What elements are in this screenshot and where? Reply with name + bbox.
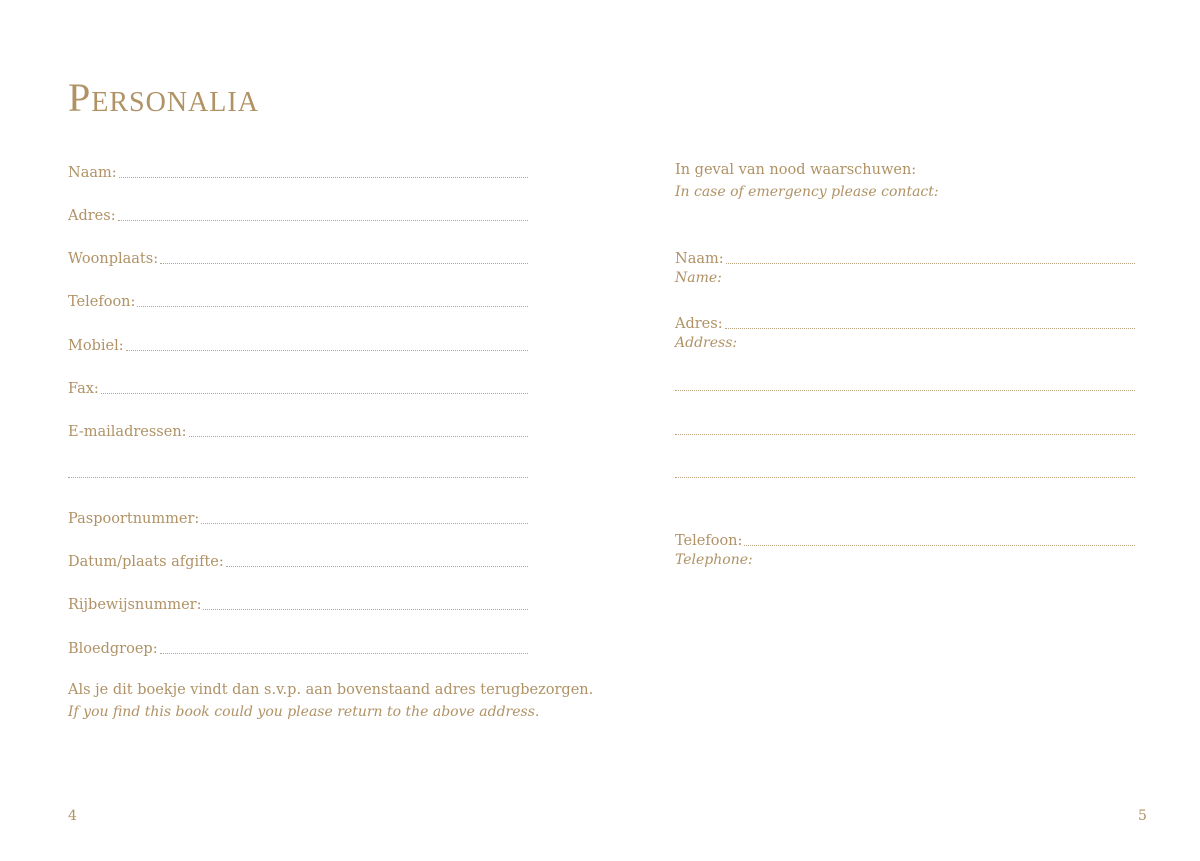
phone-label: Telefoon: bbox=[68, 294, 136, 310]
page-number-right: 5 bbox=[1138, 808, 1147, 824]
emergency-address-label: Adres: bbox=[675, 316, 723, 332]
email-label: E-mailadressen: bbox=[68, 424, 187, 440]
passport-field[interactable] bbox=[68, 506, 528, 528]
blood-type-label: Bloedgroep: bbox=[68, 641, 158, 657]
email-field[interactable] bbox=[68, 419, 528, 441]
emergency-name-field[interactable] bbox=[675, 246, 1135, 268]
address-label: Adres: bbox=[68, 208, 116, 224]
emergency-address-line[interactable] bbox=[725, 328, 1135, 329]
license-line[interactable] bbox=[203, 609, 528, 610]
page-number-left: 4 bbox=[68, 808, 77, 824]
mobile-label: Mobiel: bbox=[68, 338, 124, 354]
city-line[interactable] bbox=[160, 263, 528, 264]
fax-label: Fax: bbox=[68, 381, 99, 397]
return-note-en: If you find this book could you please return to the above address. bbox=[68, 704, 540, 720]
emergency-address-label-en: Address: bbox=[675, 335, 738, 351]
mobile-line[interactable] bbox=[126, 350, 528, 351]
mobile-field[interactable] bbox=[68, 333, 528, 355]
phone-line[interactable] bbox=[137, 306, 528, 307]
license-label: Rijbewijsnummer: bbox=[68, 597, 202, 613]
emergency-address-line-2[interactable] bbox=[675, 390, 1135, 391]
fax-field[interactable] bbox=[68, 376, 528, 398]
emergency-heading-nl: In geval van nood waarschuwen: bbox=[675, 162, 917, 178]
address-line[interactable] bbox=[118, 220, 528, 221]
emergency-phone-label: Telefoon: bbox=[675, 533, 743, 549]
blood-type-line[interactable] bbox=[160, 653, 528, 654]
city-label: Woonplaats: bbox=[68, 251, 159, 267]
emergency-address-field[interactable] bbox=[675, 311, 1135, 333]
license-field[interactable] bbox=[68, 592, 528, 614]
passport-label: Paspoortnummer: bbox=[68, 511, 200, 527]
address-field[interactable] bbox=[68, 203, 528, 225]
name-line[interactable] bbox=[119, 177, 528, 178]
city-field[interactable] bbox=[68, 246, 528, 268]
emergency-name-label: Naam: bbox=[675, 251, 724, 267]
phone-field[interactable] bbox=[68, 289, 528, 311]
return-note-nl: Als je dit boekje vindt dan s.v.p. aan bovenstaand adres terugbezorgen. bbox=[68, 682, 594, 698]
emergency-phone-line[interactable] bbox=[744, 545, 1135, 546]
emergency-phone-label-en: Telephone: bbox=[675, 552, 753, 568]
page-title: Personalia bbox=[68, 75, 259, 120]
fax-line[interactable] bbox=[101, 393, 528, 394]
issue-date-place-label: Datum/plaats afgifte: bbox=[68, 554, 224, 570]
emergency-phone-field[interactable] bbox=[675, 528, 1135, 550]
email-extra-line[interactable] bbox=[68, 477, 528, 478]
emergency-address-line-4[interactable] bbox=[675, 477, 1135, 478]
emergency-name-label-en: Name: bbox=[675, 270, 722, 286]
name-field[interactable] bbox=[68, 160, 528, 182]
emergency-heading-en: In case of emergency please contact: bbox=[675, 184, 939, 200]
name-label: Naam: bbox=[68, 165, 117, 181]
issue-date-place-field[interactable] bbox=[68, 549, 528, 571]
emergency-address-line-3[interactable] bbox=[675, 434, 1135, 435]
issue-date-place-line[interactable] bbox=[226, 566, 528, 567]
email-line[interactable] bbox=[189, 436, 528, 437]
emergency-name-line[interactable] bbox=[726, 263, 1135, 264]
passport-line[interactable] bbox=[201, 523, 528, 524]
blood-type-field[interactable] bbox=[68, 636, 528, 658]
